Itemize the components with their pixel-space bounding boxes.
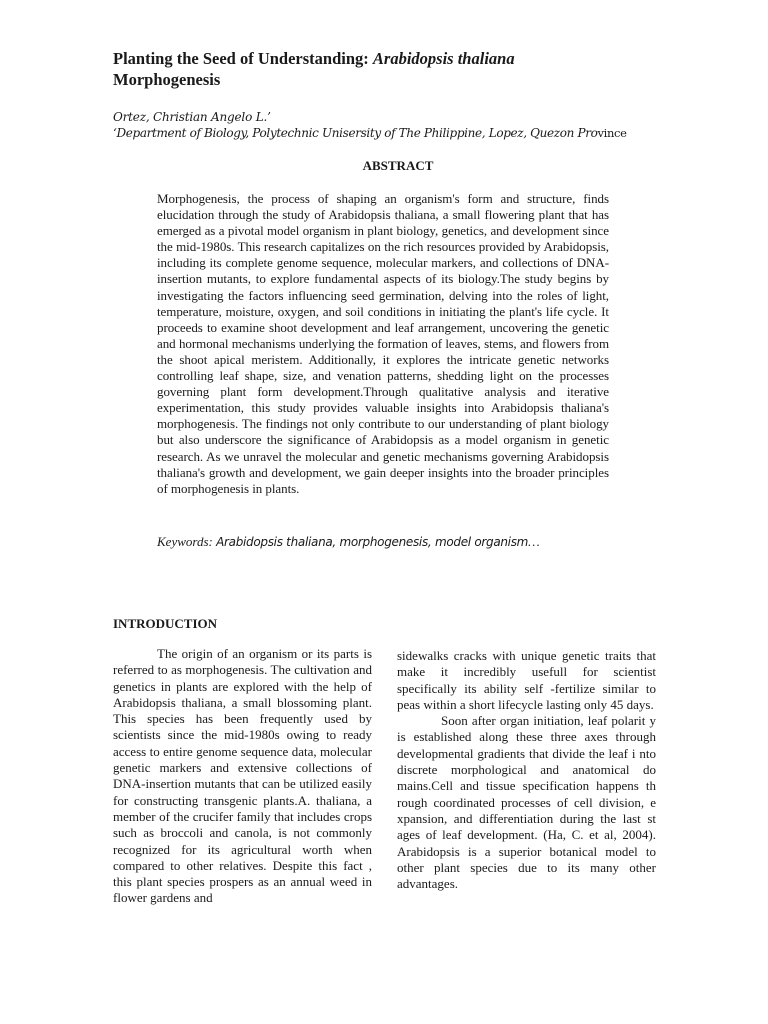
- affiliation-tail: vince: [597, 126, 627, 140]
- title-species: Arabidopsis thaliana: [372, 49, 515, 68]
- intro-paragraph-1: The origin of an organism or its parts is referred to as morphogenesis. The cultivation and genetics in plants are explored with the help of Arabidopsis thaliana, a small blossoming plant. This species has been frequently used by scientists since the mid-1980s owing to ready access to entire genome sequence data, molecular genetic markers and extensive collections of DNA-insertion mutants that can be utilized easily for constructing transgenic plants.A. thaliana, a member of the crucifer family that includes crops such as broccoli and canola, is not commonly recognized for its agricultural worth when compared to other relatives. Despite this fact , this plant species prospers as an annual weed in flower gardens and: [113, 646, 372, 906]
- introduction-heading: INTRODUCTION: [113, 616, 218, 631]
- title-main: Planting the Seed of Understanding:: [113, 49, 373, 68]
- abstract-body: Morphogenesis, the process of shaping an organism's form and structure, finds elucidation through the study of Arabidopsis thaliana, a small flowering plant that has emerged as a pivotal model organism in plant biology, genetics, and development since the mid-1980s. This research capitalizes on the rich resources provided by Arabidopsis, including its complete genome sequence, molecular markers, and collections of DNA-insertion mutants, to explore fundamental aspects of its biology.The study begins by investigating the factors influencing seed germination, delving into the roles of light, temperature, moisture, oxygen, and soil conditions in initiating the plant's life cycle. It proceeds to examine shoot development and leaf arrangement, uncovering the genetic and hormonal mechanisms underlying the formation of leaves, stems, and flowers from the shoot apical meristem. Additionally, it explores the intricate genetic networks controlling leaf shape, size, and venation patterns, shedding light on the processes governing plant form development.Through qualitative analysis and iterative experimentation, this study provides valuable insights into Arabidopsis thaliana's morphogenesis. The findings not only contribute to our understanding of plant biology but also underscore the significance of Arabidopsis as a model organism in genetic research. As we unravel the molecular and genetic mechanisms governing Arabidopsis thaliana's growth and development, we gain deeper insights into the broader principles of morphogenesis in plants.: [157, 191, 609, 496]
- abstract-heading: ABSTRACT: [362, 158, 434, 173]
- intro-left-column: [113, 646, 372, 907]
- keywords-ellipsis: …: [528, 534, 540, 549]
- title-line2: Morphogenesis: [113, 70, 221, 89]
- intro-paragraph-2: Soon after organ initiation, leaf polarit y is established along these three axes through developmental gradients that divide the leaf i nto discrete morphological and anatomical do mains.Cell and tissue specification happens th rough coordinated processes of cell division, e xpansion, and differentiation during the last st ages of leaf development. (Ha, C. et al, 2004). Arabidopsis is a superior botanical model to other plant species due to its many other advantages.: [397, 713, 656, 892]
- author-name: Ortez, Christian Angelo L.’: [113, 110, 271, 124]
- affiliation-main: ‘Department of Biology, Polytechnic Unisersity of The Philippine, Lopez, Quezon Pro: [113, 126, 598, 140]
- keywords-label: Keywords:: [157, 534, 217, 549]
- keywords-line: [157, 533, 627, 551]
- author-affiliation: [113, 124, 673, 142]
- intro-paragraph-1-continued: sidewalks cracks with unique genetic traits that make it incredibly usefull for scientist specifically its ability self -fertilize similar to peas within a short lifecycle lasting only 45 days.: [397, 648, 656, 712]
- keywords-list: Arabidopsis thaliana, morphogenesis, model organism: [216, 535, 529, 549]
- intro-right-column: [397, 648, 656, 892]
- paper-title: [113, 48, 673, 90]
